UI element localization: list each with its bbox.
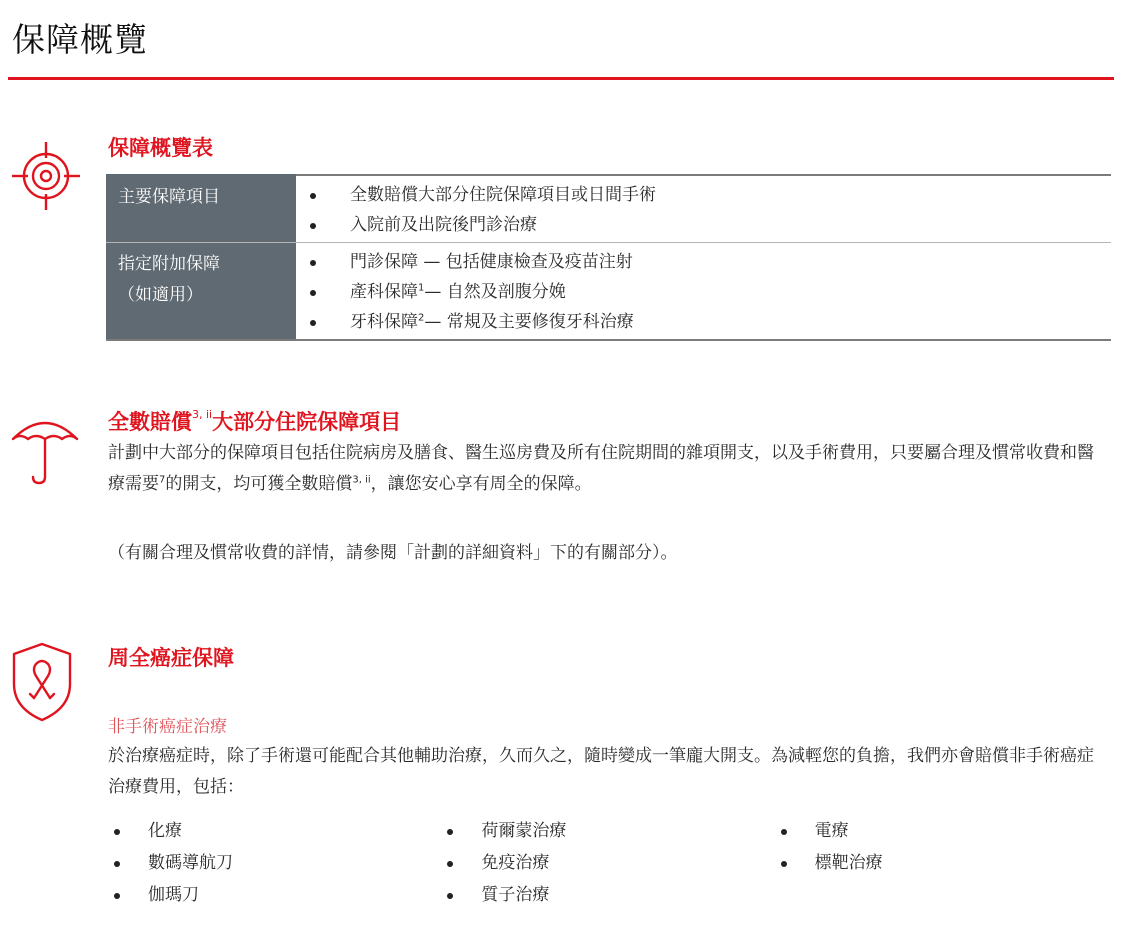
footnote-ref: 2 — [418, 312, 425, 324]
paragraph-cancer: 於治療癌症時，除了手術還可能配合其他輔助治療，久而久之，隨時變成一筆龐大開支。為減輕您的負擔，我們亦會賠償非手術癌症治療費用，包括： — [108, 746, 1094, 797]
para-text: ，讓您安心享有周全的保障。 — [370, 474, 592, 494]
item-text: 產科保障 — [350, 282, 418, 302]
list-item: 荷爾蒙治療 — [441, 815, 774, 847]
paragraph-note: （有關合理及慣常收費的詳情，請參閱「計劃的詳細資料」下的有關部分）。 — [108, 543, 678, 563]
category-label: 主要保障項目 — [118, 187, 220, 207]
table-category — [106, 175, 296, 243]
paragraph-reimbursement — [108, 438, 1108, 500]
list-item — [296, 247, 1111, 277]
list-item — [296, 180, 1111, 210]
footnote-ref: 3, ii — [192, 408, 213, 421]
heading-text: 全數賠償 — [108, 410, 192, 434]
footnote-ref: 7 — [159, 474, 166, 486]
list-item — [296, 277, 1111, 307]
para-text: 的開支，均可獲全數賠償 — [165, 474, 353, 494]
list-item: 數碼導航刀 — [108, 847, 441, 879]
table-items — [296, 175, 1111, 243]
list-item: 化療 — [108, 815, 441, 847]
item-text-rest: — 自然及剖腹分娩 — [424, 282, 566, 302]
title-divider — [8, 77, 1114, 80]
item-text: 入院前及出院後門診治療 — [350, 215, 537, 235]
list-item: 伽瑪刀 — [108, 879, 441, 911]
target-icon — [10, 140, 82, 212]
treatment-column — [775, 815, 1108, 911]
subheading-non-surgical: 非手術癌症治療 — [108, 717, 227, 737]
section-heading-cancer: 周全癌症保障 — [108, 646, 234, 670]
list-item — [296, 210, 1111, 240]
list-item — [296, 307, 1111, 337]
table-items — [296, 243, 1111, 341]
page-title: 保障概覽 — [12, 20, 148, 59]
footnote-ref: 1 — [418, 282, 425, 294]
category-note: （如適用） — [118, 285, 203, 305]
table-row — [106, 175, 1111, 243]
section-heading-full-reimbursement — [108, 406, 401, 436]
para-text: 計劃中大部分的保障項目包括住院病房及膳食、醫生巡房費及所有住院期間的雜項開支，以及手術費用，只要屬合理及慣常收費和醫療需要 — [108, 443, 1094, 494]
heading-text: 大部分住院保障項目 — [212, 410, 402, 434]
item-text-rest: — 常規及主要修復牙科治療 — [424, 312, 634, 332]
item-text: 全數賠償大部分住院保障項目或日間手術 — [350, 185, 656, 205]
list-item: 標靶治療 — [775, 847, 1108, 879]
cancer-ribbon-shield-icon — [10, 640, 74, 724]
treatment-column — [108, 815, 441, 911]
table-category — [106, 243, 296, 341]
list-item: 電療 — [775, 815, 1108, 847]
item-text: 門診保障 — 包括健康檢查及疫苗注射 — [350, 252, 633, 272]
treatment-list — [108, 815, 1108, 911]
umbrella-icon — [10, 413, 80, 485]
table-row — [106, 243, 1111, 341]
footnote-ref: 3, ii — [352, 474, 371, 486]
category-label: 指定附加保障 — [118, 254, 220, 274]
summary-table — [106, 174, 1111, 341]
section-heading-summary: 保障概覽表 — [108, 136, 213, 160]
treatment-column — [441, 815, 774, 911]
list-item: 質子治療 — [441, 879, 774, 911]
item-text: 牙科保障 — [350, 312, 418, 332]
list-item: 免疫治療 — [441, 847, 774, 879]
